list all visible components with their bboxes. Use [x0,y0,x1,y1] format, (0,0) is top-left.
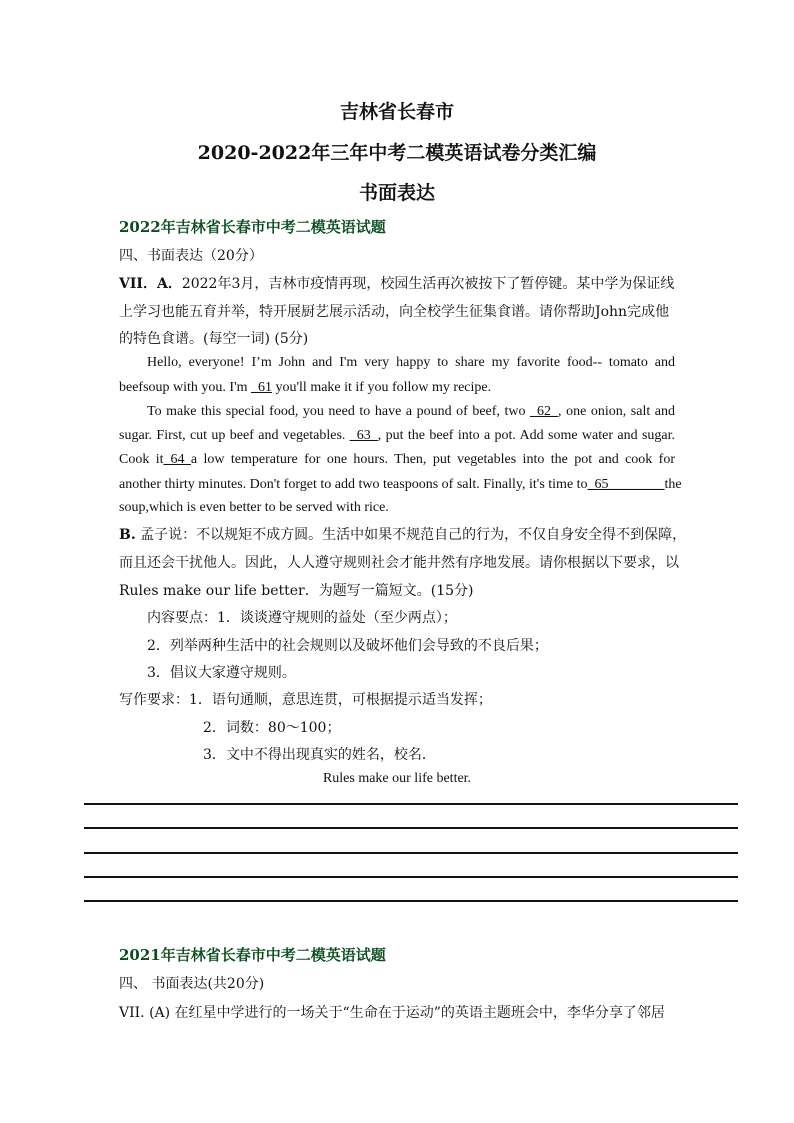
part-b-intro-line: 而且还会干扰他人。因此，人人遵守规则社会才能井然有序地发展。请你根据以下要求，以 [119,555,679,571]
part-a-intro-line: 上学习也能五育并举，特开展厨艺展示活动，向全校学生征集食谱。请你帮助John完成他 [119,304,670,320]
blank-63: _63_ [349,428,378,443]
part-a-intro-line: VII．A．2022年3月，吉林市疫情再现，校园生活再次被按下了暂停键。某中学为保证线 [119,276,675,292]
blank-61: _61 [251,380,273,395]
passage-line: beefsoup with you. I'm _61 you'll make it if you follow my recipe. [119,380,492,395]
title-line-topic: 书面表达 [358,182,435,204]
part-a-intro-line: 的特色食谱。(每空一词) (5分) [119,331,309,347]
passage-line: To make this special food, you need to have a pound of beef, two _62_, one onion, salt and [147,404,675,419]
writing-requirement: 3．文中不得出现真实的姓名，校名． [203,747,436,763]
section-heading-2021: 2021年吉林省长春市中考二模英语试题 [119,946,386,964]
part-b-intro-line: B. 孟子说：不以规矩不成方圆。生活中如果不规范自己的行为，不仅自身安全得不到保障， [119,527,687,543]
passage-line: Hello, everyone! I’m John and I'm very happy to share my favorite food-- tomato and [147,355,675,370]
passage-line: soup,which is even better to be served with rice. [119,500,389,515]
answer-line [84,876,738,878]
blank-62: _62_ [530,404,559,419]
answer-line [84,827,738,829]
answer-line [84,852,738,854]
content-point: 内容要点：1．谈谈遵守规则的益处（至少两点）； [147,610,457,626]
blank-65: _65________ [587,477,665,492]
answer-line [84,803,738,805]
essay-title: Rules make our life better. [322,771,472,786]
part-label: 四、 书面表达(共20分) [119,976,265,992]
part-a-label: VII．A． [119,276,182,292]
part-b-intro-line: Rules make our life better．为题写一篇短文。(15分) [119,583,474,599]
passage-line: another thirty minutes. Don't forget to add two teaspoons of salt. Finally, it's time to_65________the [119,477,682,492]
passage-line: Cook it_64 a low temperature for one hours. Then, put vegetables into the pot and cook for [119,452,675,467]
content-point: 3．倡议大家遵守规则。 [147,665,296,681]
blank-64: _64 [163,452,191,467]
answer-line [84,900,738,902]
part-b-label: B. [119,527,136,543]
part-a-intro-line: VII. (A) 在红星中学进行的一场关于“生命在于运动”的英语主题班会中，李华分享了邻居 [119,1005,665,1021]
passage-line: sugar. First, cut up beef and vegetables. _63_, put the beef into a pot. Add some water and sugar. [119,428,676,443]
content-point: 2．列举两种生活中的社会规则以及破坏他们会导致的不良后果； [147,638,548,654]
title-line-collection: 2020-2022年三年中考二模英语试卷分类汇编 [197,142,597,164]
writing-requirement: 2．词数：80～100； [203,720,341,736]
title-line-city: 吉林省长春市 [339,101,454,123]
writing-requirement: 写作要求：1．语句通顺，意思连贯，可根据提示适当发挥； [119,692,492,708]
section-heading-2022: 2022年吉林省长春市中考二模英语试题 [119,218,386,236]
part-label: 四、书面表达（20分） [119,248,263,264]
